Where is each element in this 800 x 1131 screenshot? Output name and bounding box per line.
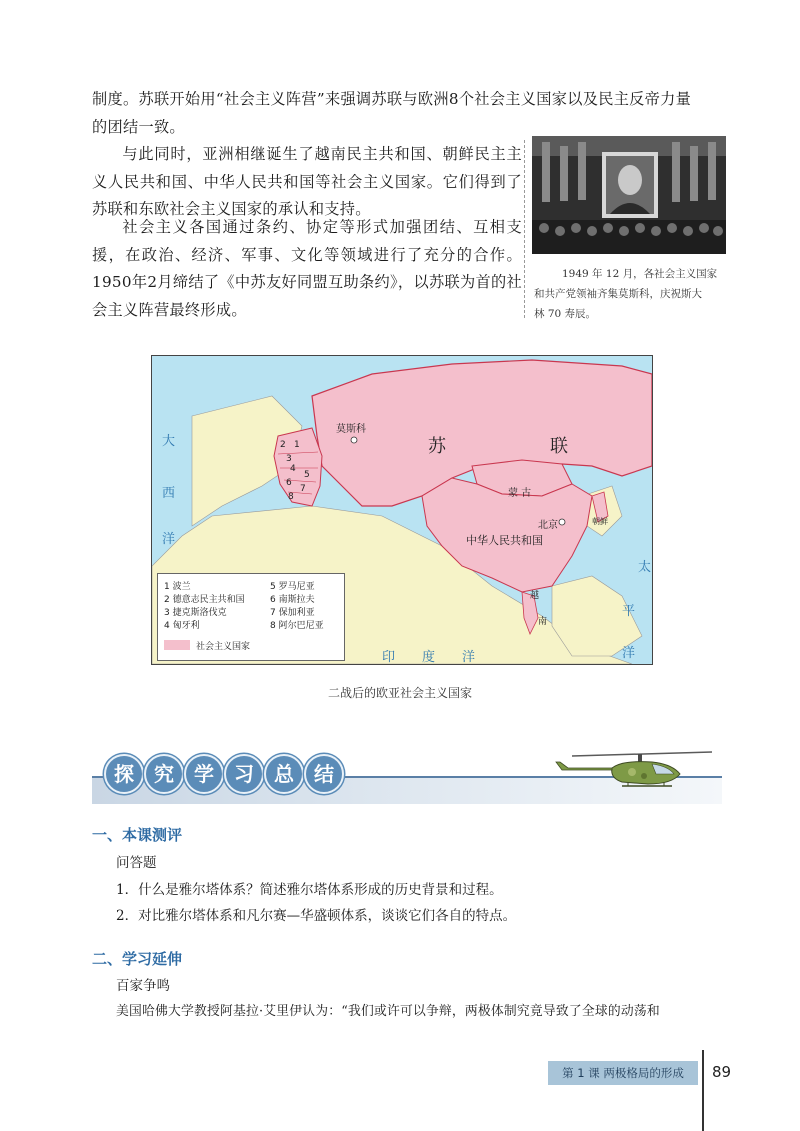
country-number-6: 6 [286, 478, 292, 488]
legend-item-3: 3 捷克斯洛伐克 [164, 608, 227, 618]
photo-illustration [532, 136, 726, 254]
paragraph-3: 社会主义各国通过条约、协定等形式加强团结、互相支援，在政治、经济、军事、文化等领域进行了充分的合作。1950年2月缔结了《中苏友好同盟互助条约》，以苏联为首的社会主义阵营最终形成。 [92, 218, 522, 319]
pacific-label-2: 平 [622, 604, 636, 619]
ussr-label-1: 苏 [428, 436, 446, 457]
ussr-label-2: 联 [550, 436, 568, 457]
korea-label: 朝鲜 [592, 517, 608, 526]
banner-char-3: 学 [184, 754, 224, 794]
banner-char-5: 总 [264, 754, 304, 794]
banner-char-6: 结 [304, 754, 344, 794]
banner-char-4: 习 [224, 754, 264, 794]
country-number-3: 3 [286, 454, 292, 464]
pacific-label-3: 洋 [622, 646, 636, 661]
legend-swatch-label: 社会主义国家 [196, 642, 251, 652]
section-1-heading: 一、本课测评 [92, 826, 183, 844]
legend-swatch [164, 640, 190, 650]
legend-item-5: 5 罗马尼亚 [270, 582, 315, 592]
legend-item-1: 1 波兰 [164, 582, 191, 592]
paragraph-2: 与此同时，亚洲相继诞生了越南民主共和国、朝鲜民主主义人民共和国、中华人民共和国等社会主义国家。它们得到了苏联和东欧社会主义国家的承认和支持。 [92, 145, 522, 218]
helicopter-icon [552, 748, 722, 804]
country-number-4: 4 [290, 464, 296, 474]
country-number-5: 5 [304, 470, 310, 480]
question-2: 2．对比雅尔塔体系和凡尔赛—华盛顿体系，谈谈它们各自的特点。 [116, 908, 517, 924]
photo-caption-line-3: 林 70 寿辰。 [534, 308, 597, 320]
footer-divider [702, 1050, 704, 1131]
lesson-footer: 第 1 课 两极格局的形成 [548, 1061, 698, 1085]
atlantic-label-1: 大 [162, 434, 176, 449]
section-1-sub: 问答题 [116, 855, 157, 871]
photo-caption-line-1: 1949 年 12 月，各社会主义国家 [562, 268, 718, 280]
beijing-label: 北京 [538, 520, 558, 531]
section-2-sub: 百家争鸣 [116, 978, 170, 994]
indian-label-1: 印 [382, 650, 396, 665]
moscow-label: 莫斯科 [336, 424, 366, 435]
vietnam-label-1: 越 [530, 591, 540, 601]
inquiry-summary-banner [92, 748, 722, 804]
china-label: 中华人民共和国 [466, 534, 543, 547]
section-2-text: 美国哈佛大学教授阿基拉·艾里伊认为：“我们或许可以争辩，两极体制究竟导致了全球的动荡和 [116, 1004, 660, 1019]
vietnam-label-2: 南 [538, 617, 548, 627]
legend-item-7: 7 保加利亚 [270, 608, 315, 618]
banner-char-2: 究 [144, 754, 184, 794]
atlantic-label-2: 西 [162, 486, 176, 501]
map-legend [157, 573, 345, 661]
country-number-8: 8 [288, 492, 294, 502]
pacific-label-1: 太 [638, 560, 652, 575]
caption-divider [524, 140, 526, 318]
legend-item-4: 4 匈牙利 [164, 621, 200, 631]
indian-label-3: 洋 [462, 650, 476, 665]
page-number: 89 [712, 1063, 732, 1081]
legend-item-6: 6 南斯拉夫 [270, 595, 315, 605]
photo-caption-line-2: 和共产党领袖齐集莫斯科，庆祝斯大 [534, 288, 702, 300]
legend-item-8: 8 阿尔巴尼亚 [270, 621, 324, 631]
section-2-heading: 二、学习延伸 [92, 950, 183, 968]
stalin-birthday-photo [532, 136, 726, 254]
map-caption: 二战后的欧亚社会主义国家 [327, 686, 472, 700]
indian-label-2: 度 [422, 650, 436, 665]
paragraph-1-line-2: 的团结一致。 [92, 118, 185, 136]
banner-char-1: 探 [104, 754, 144, 794]
country-number-2: 2 [280, 440, 286, 450]
atlantic-label-3: 洋 [162, 532, 176, 547]
country-number-7: 7 [300, 484, 306, 494]
question-1: 1．什么是雅尔塔体系？简述雅尔塔体系形成的历史背景和过程。 [116, 882, 503, 898]
mongolia-label: 蒙 古 [508, 488, 532, 499]
country-number-1: 1 [294, 440, 300, 450]
legend-item-2: 2 德意志民主共和国 [164, 595, 245, 605]
paragraph-1-line-1: 制度。苏联开始用“社会主义阵营”来强调苏联与欧洲8个社会主义国家以及民主反帝力量 [92, 90, 692, 108]
